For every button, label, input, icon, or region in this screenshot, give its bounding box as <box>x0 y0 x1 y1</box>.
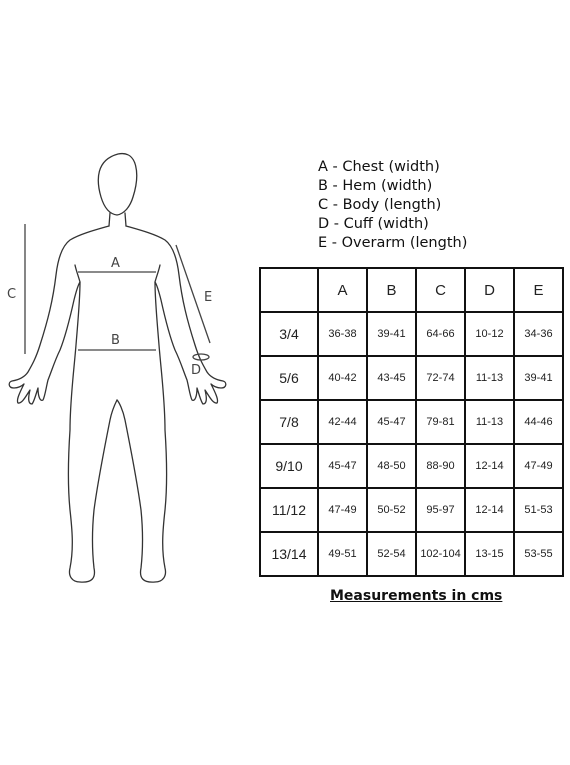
measurement-cell: 52-54 <box>367 532 416 576</box>
measurement-cell: 10-12 <box>465 312 514 356</box>
measurement-cell: 49-51 <box>318 532 367 576</box>
measurement-cell: 72-74 <box>416 356 465 400</box>
measurement-cell: 50-52 <box>367 488 416 532</box>
table-body <box>260 312 563 576</box>
size-chart-table <box>259 267 564 577</box>
body-outline-right <box>117 226 226 582</box>
measurement-cell: 64-66 <box>416 312 465 356</box>
measurement-cell: 42-44 <box>318 400 367 444</box>
measurement-cell: 48-50 <box>367 444 416 488</box>
measurement-cell: 79-81 <box>416 400 465 444</box>
size-label-cell: 9/10 <box>260 444 318 488</box>
col-header-e: E <box>514 268 563 312</box>
measurement-cell: 12-14 <box>465 444 514 488</box>
measurement-legend <box>318 158 467 253</box>
measurement-cell: 102-104 <box>416 532 465 576</box>
table-row <box>260 356 563 400</box>
legend-item-b: B - Hem (width) <box>318 178 433 194</box>
label-c: C <box>7 287 17 302</box>
col-header-b: B <box>367 268 416 312</box>
measurement-cell: 39-41 <box>514 356 563 400</box>
units-caption: Measurements in cms <box>330 588 503 604</box>
measurement-cell: 36-38 <box>318 312 367 356</box>
table-row <box>260 532 563 576</box>
label-b: B <box>111 333 120 348</box>
measurement-cell: 45-47 <box>367 400 416 444</box>
label-d: D <box>191 363 202 378</box>
col-header-c: C <box>416 268 465 312</box>
label-a: A <box>111 256 120 271</box>
legend-item-d: D - Cuff (width) <box>318 216 429 232</box>
measurement-cell: 88-90 <box>416 444 465 488</box>
measurement-cell: 47-49 <box>514 444 563 488</box>
measurement-cell: 43-45 <box>367 356 416 400</box>
measurement-cell: 51-53 <box>514 488 563 532</box>
table-row <box>260 400 563 444</box>
table-row <box>260 444 563 488</box>
table-header-row <box>260 268 563 312</box>
size-label-cell: 13/14 <box>260 532 318 576</box>
inner-arm-right <box>155 265 160 282</box>
size-label-cell: 11/12 <box>260 488 318 532</box>
legend-item-a: A - Chest (width) <box>318 159 440 175</box>
size-label-cell: 7/8 <box>260 400 318 444</box>
measurement-cell: 53-55 <box>514 532 563 576</box>
measurement-cell: 11-13 <box>465 356 514 400</box>
label-e: E <box>204 290 213 305</box>
legend-item-e: E - Overarm (length) <box>318 235 468 251</box>
measurement-cell: 47-49 <box>318 488 367 532</box>
inner-arm-left <box>75 265 80 282</box>
legend-item-c: C - Body (length) <box>318 197 442 213</box>
measurement-cell: 39-41 <box>367 312 416 356</box>
head-outline <box>98 154 136 215</box>
col-header-d: D <box>465 268 514 312</box>
table-row <box>260 312 563 356</box>
measurement-cell: 44-46 <box>514 400 563 444</box>
measurement-cell: 13-15 <box>465 532 514 576</box>
corner-cell <box>260 268 318 312</box>
measurement-cell: 40-42 <box>318 356 367 400</box>
table-row <box>260 488 563 532</box>
size-label-cell: 5/6 <box>260 356 318 400</box>
measurement-cell: 95-97 <box>416 488 465 532</box>
measurement-cell: 34-36 <box>514 312 563 356</box>
measurement-cell: 45-47 <box>318 444 367 488</box>
size-label-cell: 3/4 <box>260 312 318 356</box>
measurement-cell: 11-13 <box>465 400 514 444</box>
measurement-cell: 12-14 <box>465 488 514 532</box>
col-header-a: A <box>318 268 367 312</box>
